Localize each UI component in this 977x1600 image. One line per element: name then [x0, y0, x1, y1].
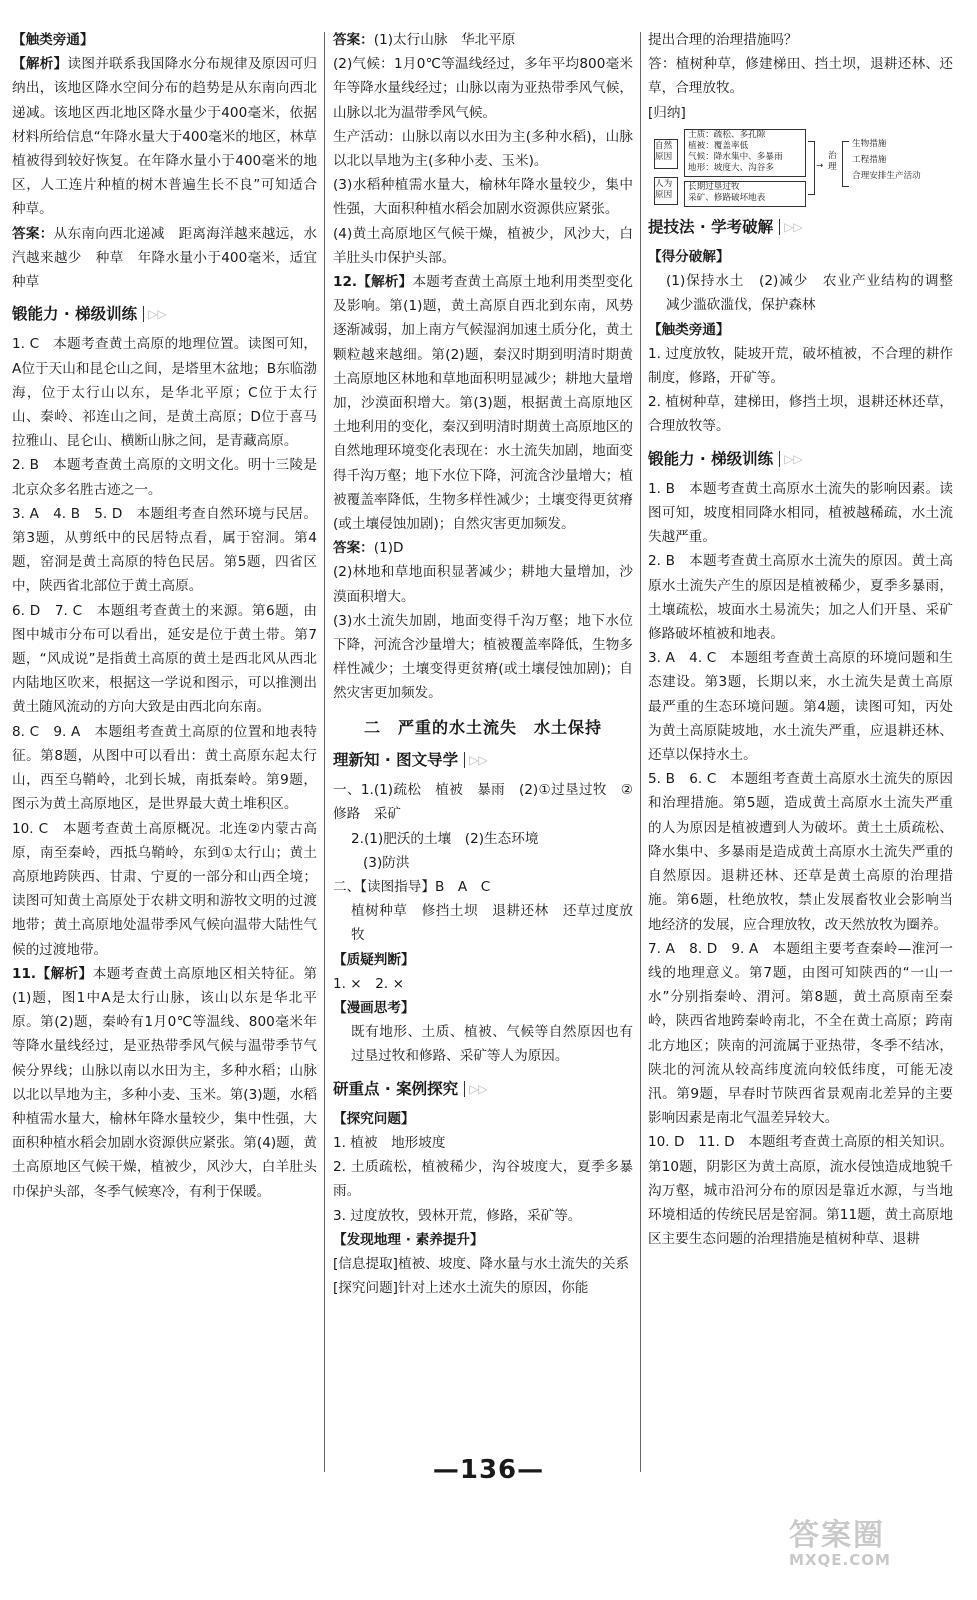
diagram-brace-right: [842, 141, 849, 187]
watermark-logo: 答案圈: [789, 1518, 885, 1553]
answer-11-3: (3)水稻种植需水量大，榆林年降水量较少，集中性强，大面积种植水稻会加剧水资源供应紧张。: [333, 177, 633, 218]
continuation-answer: 答：植树种草，修建梯田、挡土坝，退耕还林、还草，合理放牧。: [648, 56, 953, 97]
question-2: 2. B 本题考查黄土高原的文明文化。明十三陵是北京众多名胜古迹之一。: [12, 457, 317, 498]
zhiyi-text: 1. × 2. ×: [333, 975, 404, 992]
answer-11-2: (2)气候：1月0℃等温线经过，多年平均800毫米年等降水量线经过；山脉以南为亚热带季风气候，山脉以北为温带季风气候。: [333, 56, 633, 121]
question-r1: 1. B 本题考查黄土高原水土流失的影响因素。读图可知，坡度相同降水相同，植被越稀疏，水土流失越严重。: [648, 480, 953, 546]
divider-bar: [779, 219, 780, 235]
tanjiu-tag: [探究问题]: [333, 1280, 398, 1297]
diagram-item-terrain: 地形：坡度大、沟谷多: [688, 162, 774, 173]
heading-tanjiu: 【探究问题】: [333, 1110, 415, 1127]
jiexi-text: 读图并联系我国降水分布规律及原因可归纳出，该地区降水空间分布的趋势是从东南向西北递减。该地区西北地区降水量少于400毫米，依据材料所给信息“年降水量大于400毫米的地区，林草植被得到较好恢复。在年降水量小于400毫米的地区，人工连片种植的树木普遍生长不良”可知适合种草。: [12, 56, 318, 218]
answer-11-2b: 生产活动：山脉以南以水田为主(多种水稻)，山脉以北以旱地为主(多种小麦、玉米)。: [333, 128, 633, 170]
watermark-url: MXQE.COM: [789, 1551, 891, 1570]
question-11-text: 本题考查黄土高原地区相关特征。第(1)题，图1中A是太行山脉，该山以东是华北平原。第(2)题，秦岭有1月0℃等温线、800毫米年等降水量线经过，是亚热带季风气候与温带季节气候分界线；山脉以南以水田为主，多种水稻；山脉以北以旱地为主，多种小麦、玉米。第(3)题，水稻种植需水量大，榆林年降水量较少，集中性强，大面积种植水稻会加剧水资源供应紧张。第(4)题，黄土高原地区气候干燥，植被少，风沙大，白羊肚头巾保护头部，冬季气候寒冷，有利于保暖。: [12, 965, 317, 1200]
diagram-brace: [808, 141, 815, 195]
diagram-natural-label: 自然原因: [655, 140, 673, 162]
heading-faxian: 【发现地理 · 素养提升】: [333, 1231, 484, 1248]
answer-text: (1)太行山脉 华北平原: [373, 32, 516, 48]
answer-11-4: (4)黄土高原地区气候干燥，植被少，风沙大，白羊肚头巾保护头部。: [333, 225, 633, 266]
section-title: 研重点 · 案例探究: [333, 1079, 459, 1098]
diagram-item-climate: 气候：降水集中、多暴雨: [688, 151, 783, 162]
double-chevron-icon: ▷▷: [784, 451, 803, 466]
column-divider-1: [324, 32, 325, 1472]
chulei-2: 2. 植树种草，建梯田，修挡土坝，退耕还林还草，合理放牧等。: [648, 394, 953, 435]
tanjiu-3: 3. 过度放牧，毁林开荒，修路，采矿等。: [333, 1207, 582, 1224]
question-1: 1. C 本题考查黄土高原的地理位置。读图可知，A位于天山和昆仑山之间，是塔里木盆地；B东临渤海，位于太行山以东，是华北平原；C位于太行山、秦岭、祁连山之间，是黄土高原；D位于喜马拉雅山、昆仑山、横断山脉之间，是青藏高原。: [12, 336, 317, 450]
xinxi-paragraph: [333, 1252, 633, 1276]
diagram-item-vegetation: 植被：覆盖率低: [688, 140, 749, 151]
divider-bar: [464, 752, 465, 768]
tanjiu-paragraph: [333, 1276, 633, 1300]
answer-tag: 答案：: [333, 540, 374, 557]
learn-line-2: 2.(1)肥沃的土壤 (2)生态环境: [351, 830, 539, 847]
answer-paragraph: [12, 222, 317, 295]
question-3-5: 3. A 4. B 5. D 本题组考查自然环境与民居。第3题，从剪纸中的民居特点看，属于窑洞。第4题，窑洞是黄土高原的特色民居。第5题，四省区中，陕西省北部位于黄土高原。: [12, 505, 317, 595]
page-number: [0, 1455, 977, 1485]
column-divider-2: [640, 32, 641, 1472]
question-r3-4: 3. A 4. C 本题组考查黄土高原的环境问题和生态建设。第3题，长期以来，水土流失是黄土高原最严重的生态环境问题。第4题，读图可知，丙处为黄土高原陡坡地，水土流失严重，应退耕还林、还草以保持水土。: [648, 650, 953, 764]
question-12-text: 本题考查黄土高原土地利用类型变化及影响。第(1)题，黄土高原自西北到东南，风势逐渐减弱，加上南方气候湿润加速土质分化，黄土颗粒越来越细。第(2)题，秦汉时期到明清时期黄土高原地区林地和草地面积明显减少；耕地大量增加，沙漠面积增大。第(3)题，根据黄土高原地区土地利用的变化，秦汉到明清时期黄土高原地区的自然地理环境变化表现在：水土流失加剧，地面变得千沟万壑；地下水位下降，河流含沙量增大；植被覆盖率降低，生物多样性减少；土壤变得更贫瘠(或土壤侵蚀加剧)；自然灾害更加频发。: [333, 274, 633, 533]
watermark: [789, 1518, 959, 1588]
section-heading-yanzhong: [333, 1077, 633, 1101]
chulei-1: 1. 过度放牧，陡坡开荒，破坏植被，不合理的耕作制度，修路，开矿等。: [648, 345, 953, 387]
section-title: 理新知 · 图文导学: [333, 750, 459, 769]
diagram-human-label: 人为原因: [655, 178, 673, 200]
divider-bar: [464, 1081, 465, 1097]
column-left: [12, 28, 317, 1204]
learn-line-3: (3)防洪: [363, 854, 410, 871]
question-11-lead: 11.【解析】: [12, 965, 93, 982]
summary-diagram: [648, 129, 953, 207]
heading-defen: 【得分破解】: [648, 249, 730, 266]
column-middle: [333, 28, 633, 1300]
divider-bar: [779, 451, 780, 467]
question-r5-6: 5. B 6. C 本题组考查黄土高原水土流失的原因和治理措施。第5题，造成黄土高原水土流失严重的人为原因是植被遭到人为破坏。黄土土质疏松、降水集中、多暴雨是造成黄土高原水土流失严重的自然原因。退耕还林、还草是黄土高原的治理措施。第6题，杜绝放牧，禁止发展畜牧业会影响当地经济的发展，应合理放牧，改天然放牧为圈养。: [648, 771, 953, 933]
answer-12-3: (3)水土流失加剧，地面变得千沟万壑；地下水位下降，河流含沙量增大；植被覆盖率降低，生物多样性减少；土壤变得更贫瘠(或土壤侵蚀加剧)；自然灾害更加频发。: [333, 612, 633, 702]
jiexi-tag: 【解析】: [12, 56, 68, 73]
question-8-9: 8. C 9. A 本题组考查黄土高原的位置和地表特征。第8题，从图中可以看出：黄土高原东起太行山，西至乌鞘岭，北到长城，南抵秦岭。第9题，图示为黄土高原地区，是世界最大黄土堆积区。: [12, 723, 317, 813]
section-heading-duanneng: [12, 302, 317, 326]
answer-11-1: [333, 28, 633, 52]
tanjiu-1: 1. 植被 地形坡度: [333, 1134, 446, 1151]
diagram-measure-eng: 工程措施: [852, 154, 887, 165]
answer-tag: 答案：: [12, 225, 54, 242]
answer-text: 从东南向西北递减 距离海洋越来越远，水汽越来越少 种草 年降水量小于400毫米，适宜种草: [12, 225, 318, 291]
heading-manhua: 【漫画思考】: [333, 999, 415, 1016]
heading-zhiyi: 【质疑判断】: [333, 951, 415, 968]
divider-bar: [143, 306, 144, 322]
double-chevron-icon: ▷▷: [148, 307, 167, 322]
question-6-7: 6. D 7. C 本题组考查黄土的来源。第6题，由图中城市分布可以看出，延安是位于黄土带。第7题，“风成说”是指黄土高原的黄土是西北风从西北内陆地区吹来，根据这一学说和图示，可以推测出黄土随风流动的方向大致是由西北向东南。: [12, 602, 317, 716]
section-title-2: 二 严重的水土流失 水土保持: [363, 717, 602, 737]
section-heading-tijifa: [648, 215, 953, 239]
answer-12-2: (2)林地和草地面积显著减少；耕地大量增加，沙漠面积增大。: [333, 564, 633, 605]
continuation: 提出合理的治理措施吗？: [648, 32, 798, 48]
xinxi-tag: [信息提取]: [333, 1255, 398, 1272]
heading-guina: [归纳]: [648, 104, 686, 121]
question-12: [333, 270, 633, 536]
answer-tag: 答案：: [333, 32, 374, 48]
question-12-lead: 12.【解析】: [333, 274, 413, 291]
tanjiu-text: 针对上述水土流失的原因，你能: [397, 1280, 589, 1297]
diagram-measure-bio: 生物措施: [852, 138, 887, 149]
question-10: 10. C 本题考查黄土高原概况。北连②内蒙古高原，南至秦岭，西抵乌鞘岭，东到①太行山；黄土高原地跨陕西、甘肃、宁夏的一部分和山西全境；读图可知黄土高原处于农耕文明和游牧文明的过渡地带；黄土高原地处温带季风气候向温带大陆性气候的过渡地带。: [12, 820, 317, 958]
section-title: 提技法 · 学考破解: [648, 217, 774, 236]
double-chevron-icon: ▷▷: [469, 752, 488, 767]
double-chevron-icon: ▷▷: [469, 1081, 488, 1096]
page-number-text: —136—: [432, 1455, 545, 1485]
diagram-item-overgrazing: 长期过垦过牧: [688, 181, 740, 192]
diagram-item-mining: 采矿、修路破坏地表: [688, 192, 766, 203]
diagram-center: 治理: [828, 150, 837, 172]
diagram-item-soil: 土质：疏松、多孔隙: [688, 129, 766, 140]
answer-12-1: [333, 536, 633, 560]
xinxi-text: 植被、坡度、降水量与水土流失的关系: [397, 1255, 630, 1272]
section-title: 锻能力 · 梯级训练: [648, 449, 774, 468]
column-right: [648, 28, 967, 1251]
heading-chulei: 【触类旁通】: [12, 32, 94, 48]
section-heading-duanneng-2: [648, 447, 953, 471]
section-title: 锻能力 · 梯级训练: [12, 305, 138, 324]
heading-chulei-2: 【触类旁通】: [648, 321, 730, 338]
question-r10-11: 10. D 11. D 本题组考查黄土高原的相关知识。第10题，阴影区为黄土高原，流水侵蚀造成地貌千沟万壑，城市沿河分布的原因是靠近水源，与当地环境相适的传统民居是窑洞。第11题，黄土高原地区主要生态问题的治理措施是植树种草、退耕: [648, 1134, 953, 1248]
double-chevron-icon: ▷▷: [784, 219, 803, 234]
jiexi-paragraph: [12, 52, 317, 221]
learn-line-5: 植树种草 修挡土坝 退耕还林 还草过度放牧: [351, 903, 633, 944]
diagram-arrow: →: [816, 160, 824, 171]
tanjiu-2: 2. 土质疏松，植被稀少，沟谷坡度大，夏季多暴雨。: [333, 1159, 633, 1200]
question-11: [12, 962, 317, 1204]
answer-text: (1)D: [373, 540, 404, 557]
question-r2: 2. B 本题考查黄土高原水土流失的原因。黄土高原水土流失产生的原因是植被稀少，夏季多暴雨，土壤疏松，坡面水土易流失；加之人们开垦、采矿修路破坏植被和地表。: [648, 553, 953, 643]
section-heading-lixinzhi: [333, 748, 633, 772]
learn-line-1: 一、1.(1)疏松 植被 暴雨 (2)①过垦过牧 ②修路 采矿: [333, 782, 633, 823]
manhua-text: 既有地形、土质、植被、气候等自然原因也有过垦过牧和修路、采矿等人为原因。: [351, 1024, 633, 1065]
learn-line-4: 二、【读图指导】B A C: [333, 878, 491, 895]
diagram-measure-prod: 合理安排生产活动: [852, 170, 921, 181]
defen-text: (1)保持水土 (2)减少 农业产业结构的调整 减少滥砍滥伐，保护森林: [666, 273, 967, 314]
question-r7-9: 7. A 8. D 9. A 本题组主要考查秦岭—淮河一线的地理意义。第7题，由图可知陕西的“一山一水”分别指秦岭、渭河。第8题，黄土高原南至秦岭，陕西省地跨秦岭南北，不全在黄土高原；跨南北方地区；陕南的河流属于亚热带，冬季不结冰，陕北的河流从较高纬度流向较低纬度，可能无凌汛。第9题，早春时节陕西省景观南北差异的主要影响因素是南北气温差异较大。: [648, 940, 953, 1127]
